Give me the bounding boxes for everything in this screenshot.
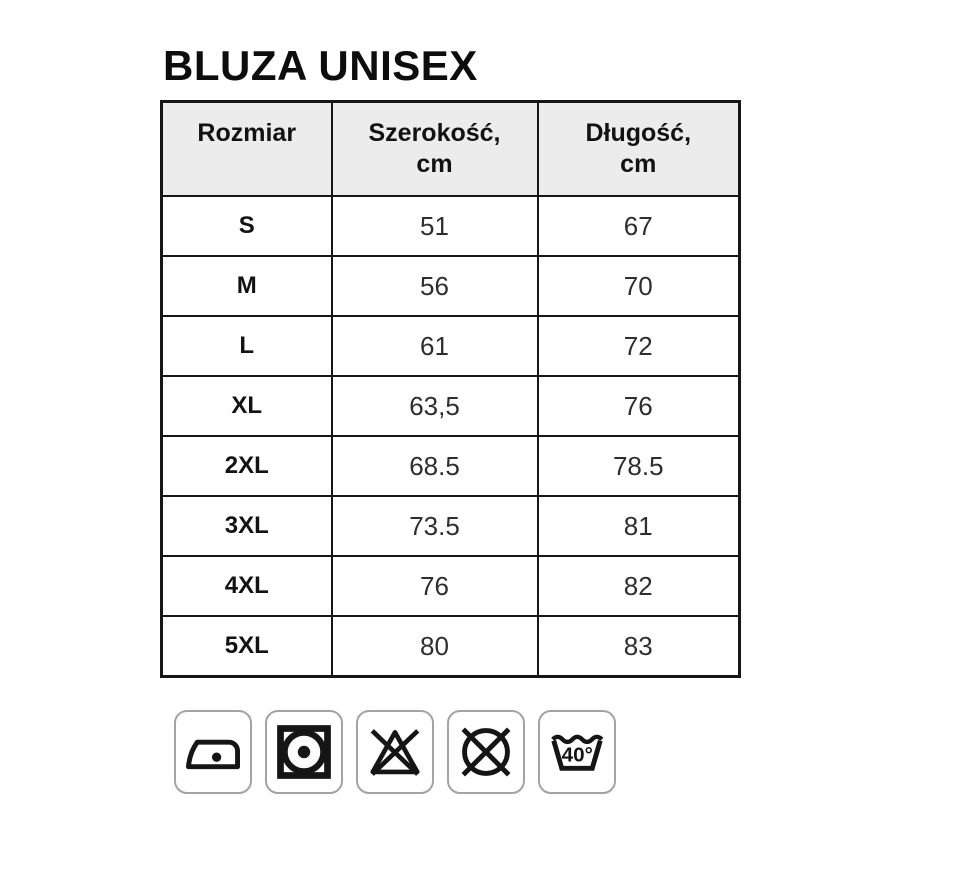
table-row — [162, 256, 740, 316]
wash-40-icon — [546, 721, 608, 783]
length-cell: 72 — [538, 316, 740, 376]
size-cell: M — [162, 256, 332, 316]
width-cell: 80 — [332, 616, 538, 677]
length-cell: 82 — [538, 556, 740, 616]
length-cell: 83 — [538, 616, 740, 677]
width-cell: 61 — [332, 316, 538, 376]
length-cell: 76 — [538, 376, 740, 436]
size-cell: 3XL — [162, 496, 332, 556]
header-line: Szerokość, — [368, 119, 501, 147]
table-header-row — [162, 102, 740, 197]
table-row — [162, 316, 740, 376]
length-cell: 67 — [538, 196, 740, 256]
length-cell: 70 — [538, 256, 740, 316]
header-rozmiar — [162, 102, 332, 197]
width-cell: 51 — [332, 196, 538, 256]
header-line — [163, 149, 331, 180]
header-line: cm — [416, 150, 453, 178]
table-row — [162, 196, 740, 256]
length-cell: 78.5 — [538, 436, 740, 496]
width-cell: 63,5 — [332, 376, 538, 436]
size-cell: L — [162, 316, 332, 376]
iron-one-dot-icon — [182, 721, 244, 783]
size-cell: 5XL — [162, 616, 332, 677]
care-box — [538, 710, 616, 794]
care-box — [265, 710, 343, 794]
wash-temp-label: 40° — [561, 743, 593, 767]
page-title: BLUZA UNISEX — [163, 42, 478, 89]
size-cell: 2XL — [162, 436, 332, 496]
table-row — [162, 496, 740, 556]
do-not-bleach-icon — [364, 721, 426, 783]
width-cell: 73.5 — [332, 496, 538, 556]
width-cell: 56 — [332, 256, 538, 316]
care-box — [447, 710, 525, 794]
size-cell: 4XL — [162, 556, 332, 616]
table-row — [162, 436, 740, 496]
header-line: Długość, — [585, 119, 692, 147]
size-cell: S — [162, 196, 332, 256]
care-box — [356, 710, 434, 794]
size-cell: XL — [162, 376, 332, 436]
header-dlugosc — [538, 102, 740, 197]
header-szerokosc — [332, 102, 538, 197]
table-row — [162, 616, 740, 677]
table-row — [162, 556, 740, 616]
care-box — [174, 710, 252, 794]
table-row — [162, 376, 740, 436]
tumble-dry-one-dot-icon — [273, 721, 335, 783]
care-instructions-row — [174, 710, 616, 794]
width-cell: 68.5 — [332, 436, 538, 496]
length-cell: 81 — [538, 496, 740, 556]
width-cell: 76 — [332, 556, 538, 616]
size-table — [160, 100, 741, 678]
header-line: cm — [620, 150, 657, 178]
header-line: Rozmiar — [197, 119, 297, 147]
do-not-dry-clean-icon — [455, 721, 517, 783]
